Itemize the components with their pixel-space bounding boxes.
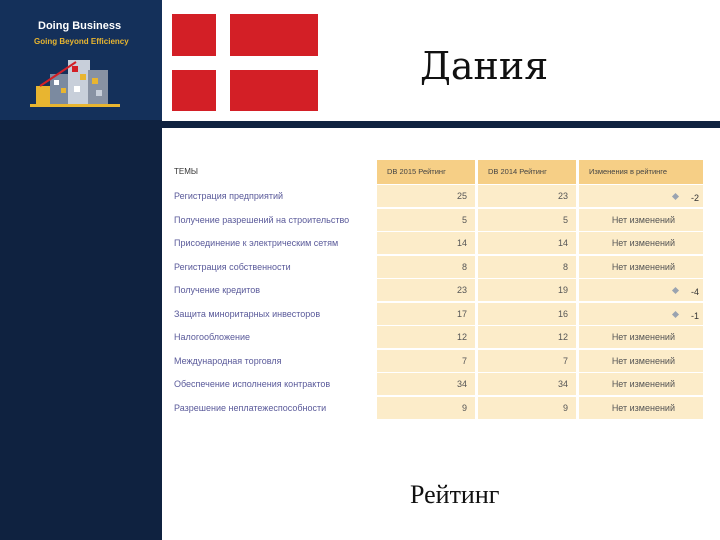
topic-cell: Регистрация предприятий bbox=[174, 191, 284, 201]
rank-2014-cell: 8 bbox=[478, 256, 576, 279]
change-value: -1 bbox=[690, 310, 699, 321]
rank-2015-cell: 14 bbox=[377, 232, 475, 255]
change-cell: Нет изменений bbox=[579, 232, 703, 255]
rank-2015-cell: 8 bbox=[377, 256, 475, 279]
table-row bbox=[168, 373, 703, 396]
topic-cell: Получение разрешений на строительство bbox=[174, 214, 350, 225]
page-title: Дания bbox=[420, 44, 549, 88]
buildings-icon bbox=[30, 56, 120, 108]
down-arrow-icon bbox=[672, 287, 679, 294]
change-value: -4 bbox=[690, 287, 699, 297]
table-row bbox=[168, 326, 703, 349]
change-cell: Нет изменений bbox=[579, 373, 703, 396]
table-row bbox=[168, 397, 703, 420]
rank-2015-cell: 25 bbox=[377, 185, 475, 208]
down-arrow-icon bbox=[672, 193, 679, 200]
table-row bbox=[168, 350, 703, 373]
change-cell: Нет изменений bbox=[579, 350, 703, 373]
topic-cell: Налогообложение bbox=[174, 332, 250, 342]
rank-2015-cell: 9 bbox=[377, 397, 475, 420]
change-cell bbox=[579, 185, 703, 208]
change-cell bbox=[579, 303, 703, 326]
table-row bbox=[168, 256, 703, 279]
denmark-flag bbox=[172, 14, 318, 111]
header-rank-2014: DB 2014 Рейтинг bbox=[478, 160, 576, 184]
rank-2014-cell: 23 bbox=[478, 185, 576, 208]
change-cell: Нет изменений bbox=[579, 209, 703, 232]
rank-2014-cell: 14 bbox=[478, 232, 576, 255]
rank-2015-cell: 17 bbox=[377, 303, 475, 326]
rank-2015-cell: 12 bbox=[377, 326, 475, 349]
topic-cell: Обеспечение исполнения контрактов bbox=[174, 379, 331, 389]
rank-2014-cell: 9 bbox=[478, 397, 576, 420]
doing-business-logo bbox=[0, 0, 162, 120]
logo-title: Doing Business bbox=[38, 20, 122, 32]
rank-2014-cell: 34 bbox=[478, 373, 576, 396]
rank-2014-cell: 19 bbox=[478, 279, 576, 302]
down-arrow-icon bbox=[672, 310, 679, 317]
topic-cell: Регистрация собственности bbox=[174, 261, 291, 272]
topic-cell: Защита миноритарных инвесторов bbox=[174, 308, 321, 319]
footer-title: Рейтинг bbox=[410, 480, 500, 509]
header-divider bbox=[162, 121, 720, 128]
rank-2015-cell: 23 bbox=[377, 279, 475, 302]
table-row bbox=[168, 185, 703, 208]
header-rank-2015: DB 2015 Рейтинг bbox=[377, 160, 475, 184]
change-cell bbox=[579, 279, 703, 302]
table-row bbox=[168, 209, 703, 232]
table-row bbox=[168, 232, 703, 255]
change-cell: Нет изменений bbox=[579, 326, 703, 349]
header-change: Изменения в рейтинге bbox=[579, 160, 703, 184]
rank-2014-cell: 16 bbox=[478, 303, 576, 326]
table-header-row bbox=[168, 160, 703, 183]
topic-cell: Международная торговля bbox=[174, 355, 282, 366]
rank-2014-cell: 7 bbox=[478, 350, 576, 373]
table-row bbox=[168, 279, 703, 302]
rank-2015-cell: 5 bbox=[377, 209, 475, 232]
topic-cell: Разрешение неплатежеспособности bbox=[174, 402, 327, 413]
change-value: -2 bbox=[690, 193, 699, 203]
change-cell: Нет изменений bbox=[579, 256, 703, 279]
rank-2014-cell: 12 bbox=[478, 326, 576, 349]
topic-cell: Присоединение к электрическим сетям bbox=[174, 238, 339, 248]
table-row bbox=[168, 303, 703, 326]
logo-subtitle: Going Beyond Efficiency bbox=[34, 37, 129, 46]
header-topic: ТЕМЫ bbox=[174, 167, 198, 176]
rank-2014-cell: 5 bbox=[478, 209, 576, 232]
topic-cell: Получение кредитов bbox=[174, 285, 261, 295]
rank-2015-cell: 34 bbox=[377, 373, 475, 396]
rank-2015-cell: 7 bbox=[377, 350, 475, 373]
change-cell: Нет изменений bbox=[579, 397, 703, 420]
